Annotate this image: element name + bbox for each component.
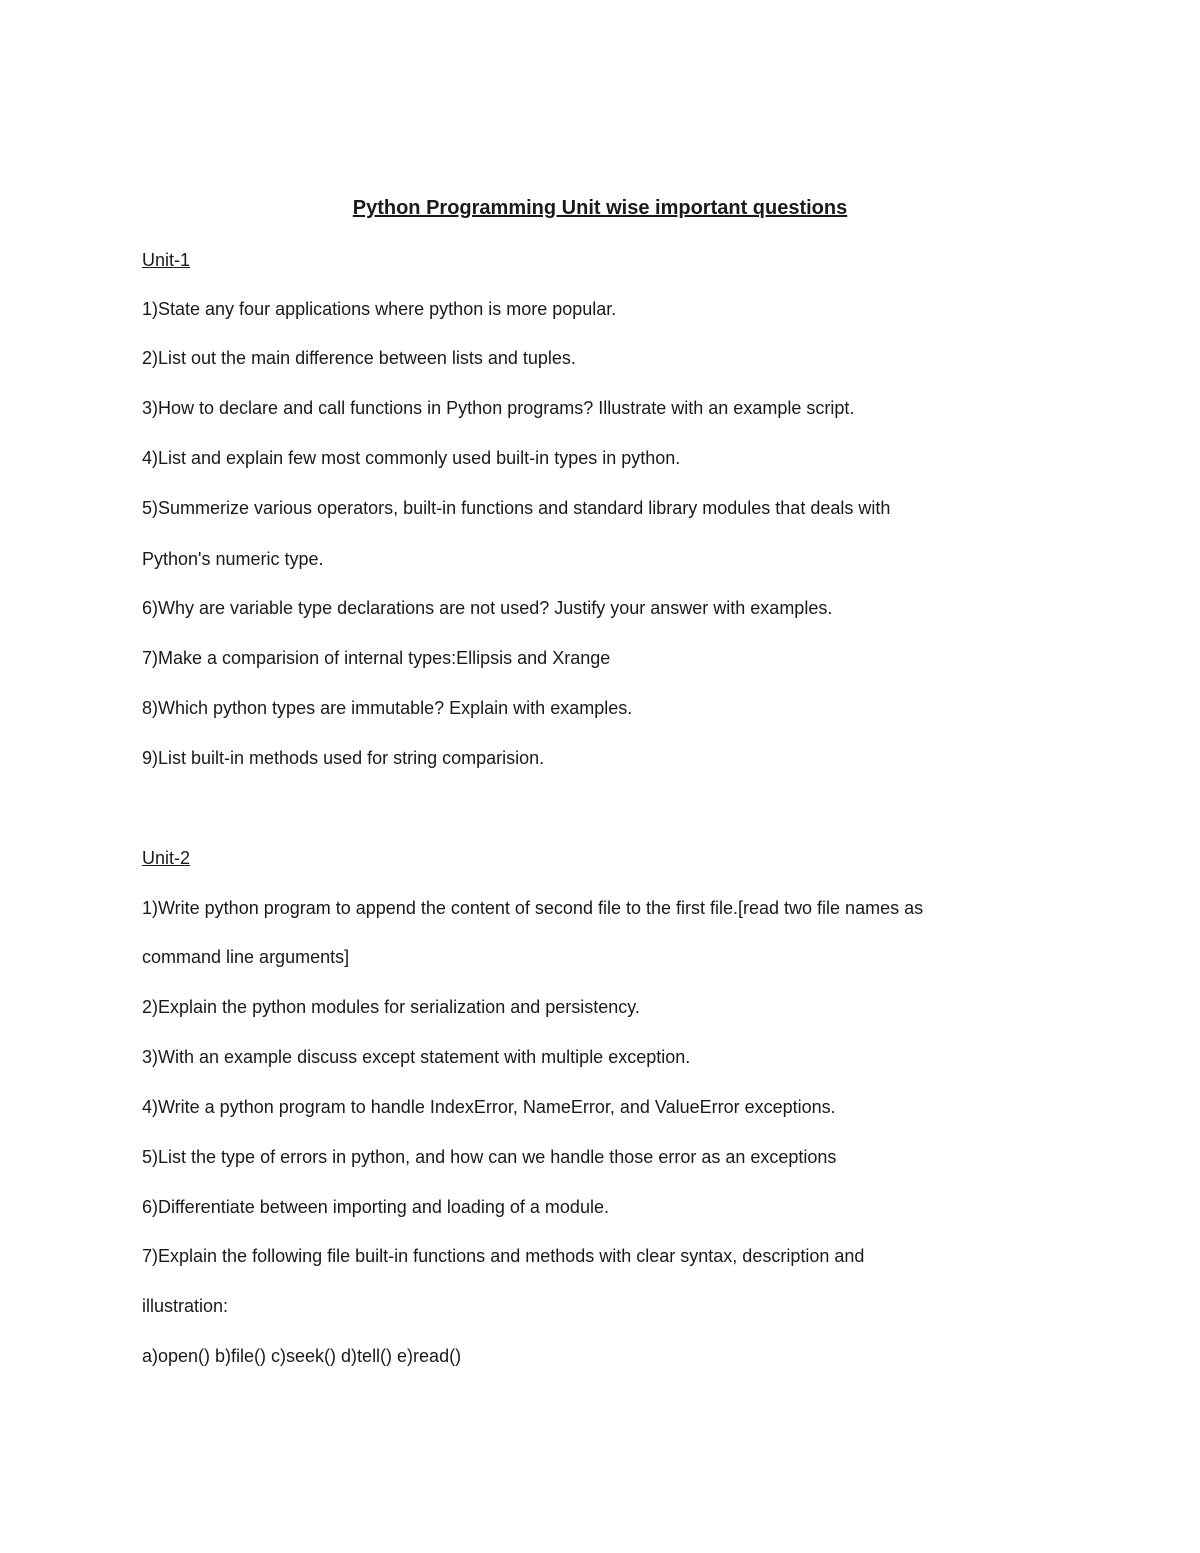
unit-2-question-1-continued: command line arguments] [142, 947, 350, 967]
unit-2-question-7: 7)Explain the following file built-in functions and methods with clear syntax, description and [142, 1246, 865, 1266]
unit-1-question-2: 2)List out the main difference between lists and tuples. [142, 348, 576, 368]
unit-2-question-7-options: a)open() b)file() c)seek() d)tell() e)read() [142, 1346, 462, 1366]
unit-1-question-5: 5)Summerize various operators, built-in functions and standard library modules that deals with [142, 498, 891, 518]
unit-1-question-1: 1)State any four applications where python is more popular. [142, 299, 617, 319]
unit-2-question-6: 6)Differentiate between importing and loading of a module. [142, 1197, 609, 1217]
unit-2-question-1: 1)Write python program to append the content of second file to the first file.[read two file names as [142, 898, 924, 918]
unit-2-heading: Unit-2 [142, 848, 191, 868]
unit-1-heading: Unit-1 [142, 250, 191, 270]
unit-2-question-3: 3)With an example discuss except statement with multiple exception. [142, 1047, 691, 1067]
unit-1-question-3: 3)How to declare and call functions in Python programs? Illustrate with an example script. [142, 398, 855, 418]
unit-2-question-7-continued: illustration: [142, 1296, 229, 1316]
unit-1-question-9: 9)List built-in methods used for string comparision. [142, 748, 545, 768]
unit-1-question-7: 7)Make a comparision of internal types:Ellipsis and Xrange [142, 648, 611, 668]
unit-1-question-6: 6)Why are variable type declarations are not used? Justify your answer with examples. [142, 598, 833, 618]
unit-2-question-2: 2)Explain the python modules for serialization and persistency. [142, 997, 640, 1017]
unit-2-question-4: 4)Write a python program to handle IndexError, NameError, and ValueError exceptions. [142, 1097, 836, 1117]
unit-2-question-5: 5)List the type of errors in python, and how can we handle those error as an exceptions [142, 1147, 837, 1167]
unit-1-question-5-continued: Python's numeric type. [142, 549, 324, 569]
unit-1-question-8: 8)Which python types are immutable? Explain with examples. [142, 698, 633, 718]
unit-1-question-4: 4)List and explain few most commonly used built-in types in python. [142, 448, 681, 468]
document-title: Python Programming Unit wise important questions [352, 197, 848, 219]
